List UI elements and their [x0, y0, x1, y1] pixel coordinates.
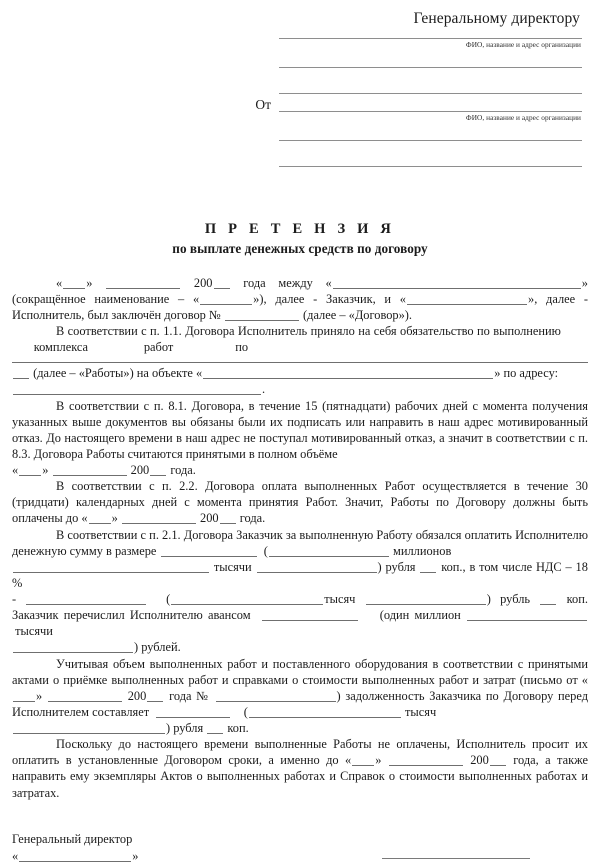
p2-text-b: комплекса: [33, 340, 89, 355]
recipient-line-caption: ФИО, название и адрес организации: [465, 40, 581, 50]
p6-text-e: ) рубля: [377, 559, 416, 574]
blank-pay-day[interactable]: [89, 512, 111, 524]
blank-month[interactable]: [106, 276, 180, 288]
paragraph-demand: [12, 736, 588, 801]
p7-text-h: ) рубля: [166, 721, 204, 736]
blank-total-thousands-words[interactable]: [13, 560, 209, 572]
blank-short-name[interactable]: [200, 292, 252, 304]
paragraph-clause-8-1-date: [12, 462, 588, 478]
blank-accept-year[interactable]: [150, 464, 166, 476]
blank-contractor-name[interactable]: [407, 292, 527, 304]
p3-text-c: .: [262, 382, 266, 397]
p5-date-d: года.: [239, 511, 266, 526]
blank-total-units-words[interactable]: [257, 560, 377, 572]
spacer-a: [0, 50, 582, 67]
paragraph-address-line: [12, 381, 588, 397]
p7-text-c: 200: [127, 688, 147, 703]
p1-text-h: (далее – «Договор»).: [303, 307, 413, 322]
p5-date-c: 200: [200, 511, 219, 526]
blank-advance-words[interactable]: [467, 609, 587, 621]
p7-text-i: коп.: [227, 721, 249, 736]
p1-text-g: », далее - Исполнитель, был заключён договор №: [12, 291, 588, 322]
blank-total-kopecks[interactable]: [420, 560, 436, 572]
blank-debt-words-1[interactable]: [249, 706, 401, 718]
paragraph-preamble: [12, 275, 588, 323]
paragraph-clause-1-1: [12, 323, 588, 355]
p6-text-a: В соответствии с п. 2.1. Договора Заказчик за выполненную Работу обязался оплатить Исполнителю денежную сумму в размере: [12, 527, 588, 558]
p6-text-l: (один миллион: [379, 608, 461, 623]
signatory-title: Генеральный директор: [12, 831, 133, 846]
p6-text-n: ) рублей.: [134, 640, 181, 655]
p1-text-d: года между «: [243, 275, 332, 290]
signature-line[interactable]: [382, 858, 530, 859]
blank-debt-kopecks[interactable]: [207, 722, 223, 734]
blank-letter-year[interactable]: [147, 689, 163, 701]
blank-demand-month[interactable]: [389, 754, 463, 766]
spacer-c: [0, 123, 582, 140]
p1-text-c: 200: [193, 275, 213, 290]
p6-text-d: тысячи: [213, 559, 252, 574]
blank-object-address[interactable]: [13, 383, 261, 395]
blank-vat-words-1[interactable]: [171, 593, 323, 605]
p4-text: В соответствии с п. 8.1. Договора, в течение 15 (пятнадцати) рабочих дней с момента получения указанных выше документов вы обязаны были их подписать или направить в наш адрес мотивированный отказ. До настоящего времени в наш адрес не поступал мотивированный отказ, а значит в соответствии с п. 8.3. Договора Работы считаются принятыми в полном объёме: [12, 398, 588, 461]
paragraph-debt: [12, 656, 588, 721]
blank-pay-month[interactable]: [122, 512, 196, 524]
p4-date-a: «: [12, 463, 19, 478]
p6-text-k: коп. Заказчик перечислил Исполнителю авансом: [12, 592, 588, 623]
recipient-line-3[interactable]: [279, 93, 582, 94]
paragraph-amount-line-2: [12, 559, 588, 591]
blank-pay-year[interactable]: [220, 512, 236, 524]
paragraph-clause-8-1: [12, 398, 588, 463]
p6-text-g: -: [12, 592, 17, 607]
paragraph-object-address: [12, 365, 588, 381]
p6-text-c: миллионов: [392, 543, 452, 558]
p3-text-b: » по адресу:: [494, 366, 559, 381]
p6-text-i: тысяч: [324, 592, 356, 607]
p1-text-f: »), далее - Заказчик, и «: [253, 291, 406, 306]
p1-text-e: » (сокращённое наименование – «: [12, 275, 588, 306]
p8-text-b: »: [375, 753, 382, 768]
from-label: От: [255, 96, 271, 112]
from-row: [0, 98, 582, 113]
blank-letter-day[interactable]: [13, 689, 35, 701]
signatory-organization: [12, 848, 138, 864]
page-subtitle: по выплате денежных средств по договору: [172, 241, 428, 257]
p5-date-b: »: [111, 511, 118, 526]
p2-text-c: работ: [143, 340, 174, 355]
blank-signatory-organization[interactable]: [19, 849, 131, 861]
blank-day[interactable]: [63, 276, 85, 288]
blank-vat-digits[interactable]: [26, 593, 146, 605]
spacer-b: [0, 68, 582, 93]
blank-advance-digits[interactable]: [262, 609, 358, 621]
p8-text-c: 200: [470, 753, 489, 768]
p7-text-e: ) задолженность Заказчика по Договору перед Исполнителем составляет: [12, 688, 589, 719]
sender-line-3[interactable]: [279, 166, 582, 167]
signature-row: [12, 831, 588, 864]
p4-date-b: »: [42, 463, 49, 478]
p6-text-j: ) рубль: [486, 592, 531, 607]
blank-total-millions-words[interactable]: [269, 544, 389, 556]
p7-text-a: Учитывая объем выполненных работ и поставленного оборудования в соответствии с принятыми актами о приёмке выполненных работ и справками о стоимости выполненных работ и затрат (письмо от «: [12, 656, 588, 687]
p2-text-a: В соответствии с п. 1.1. Договора Исполнитель приняло на себя обязательство по выполнению: [56, 324, 561, 339]
addressee-title: Генеральному директору: [413, 10, 580, 27]
p2-text-d: по: [235, 340, 249, 355]
signature-left: [12, 831, 138, 864]
sender-line-1[interactable]: [279, 111, 582, 112]
paragraph-clause-2-2: [12, 478, 588, 526]
blank-works-cont[interactable]: [13, 367, 29, 379]
p3-text-a: (далее – «Работы») на объекте «: [33, 366, 203, 381]
blank-accept-month[interactable]: [53, 464, 127, 476]
p7-text-b: »: [36, 688, 43, 703]
blank-contract-number[interactable]: [225, 308, 299, 320]
blank-letter-number[interactable]: [216, 689, 336, 701]
p6-text-b: (: [263, 543, 268, 558]
blank-accept-day[interactable]: [19, 464, 41, 476]
p1-text-b: »: [86, 275, 93, 290]
spacer-d: [0, 141, 582, 166]
p7-text-f: (: [243, 704, 248, 719]
blank-customer-name[interactable]: [333, 276, 581, 288]
addressee-header-block: [0, 0, 600, 167]
p7-text-d: года №: [169, 688, 210, 703]
blank-works-description-line[interactable]: [12, 362, 588, 363]
blank-demand-year[interactable]: [490, 754, 506, 766]
blank-letter-month[interactable]: [48, 689, 122, 701]
p4-date-c: 200: [130, 463, 150, 478]
paragraph-clause-2-1: [12, 527, 588, 559]
sig-quote-open: «: [12, 848, 19, 863]
p5-text: В соответствии с п. 2.2. Договора оплата выполненных Работ осуществляется в течение 30 (тридцати) календарных дней с момента принятия Работ. Значит, Работы по Договору должны быть оплачены до: [12, 479, 588, 526]
page-title: П Р Е Т Е Н З И Я: [204, 221, 396, 238]
blank-year[interactable]: [214, 276, 230, 288]
blank-vat-kopecks[interactable]: [540, 593, 556, 605]
p6-text-h: (: [166, 592, 171, 607]
p1-text-a: «: [56, 275, 63, 290]
p8-text-d: года, а также направить ему экземпляры Актов о выполненных работах и Справок о стоимости выполненных работах и затратах.: [12, 753, 588, 800]
document-body: [0, 275, 600, 801]
paragraph-advance-total-line: [12, 639, 588, 655]
sig-quote-close: »: [132, 848, 139, 863]
sender-line-caption: ФИО, название и адрес организации: [465, 113, 581, 123]
paragraph-debt-line-2: [12, 720, 588, 736]
document-title-block: [0, 220, 600, 258]
blank-demand-day[interactable]: [352, 754, 374, 766]
p6-text-f: коп., в том числе НДС – 18 %: [12, 559, 588, 590]
p7-text-g: тысяч: [405, 704, 437, 719]
p8-text-a: Поскольку до настоящего времени выполненные Работы не оплачены, Исполнитель просит их оплатить в установленные Договором сроки, а именно до «: [12, 737, 588, 768]
p4-date-d: года.: [170, 463, 196, 478]
blank-object-name[interactable]: [203, 367, 493, 379]
blank-advance-words-2[interactable]: [13, 641, 133, 653]
blank-debt-digits[interactable]: [156, 706, 230, 718]
blank-debt-words-2[interactable]: [13, 722, 165, 734]
blank-vat-words-2[interactable]: [366, 593, 486, 605]
p5-date-a: «: [81, 511, 88, 526]
blank-total-amount-digits[interactable]: [161, 544, 257, 556]
paragraph-vat-line: [12, 591, 588, 639]
p6-text-m: тысячи: [15, 624, 53, 639]
signature-block: [12, 831, 588, 864]
